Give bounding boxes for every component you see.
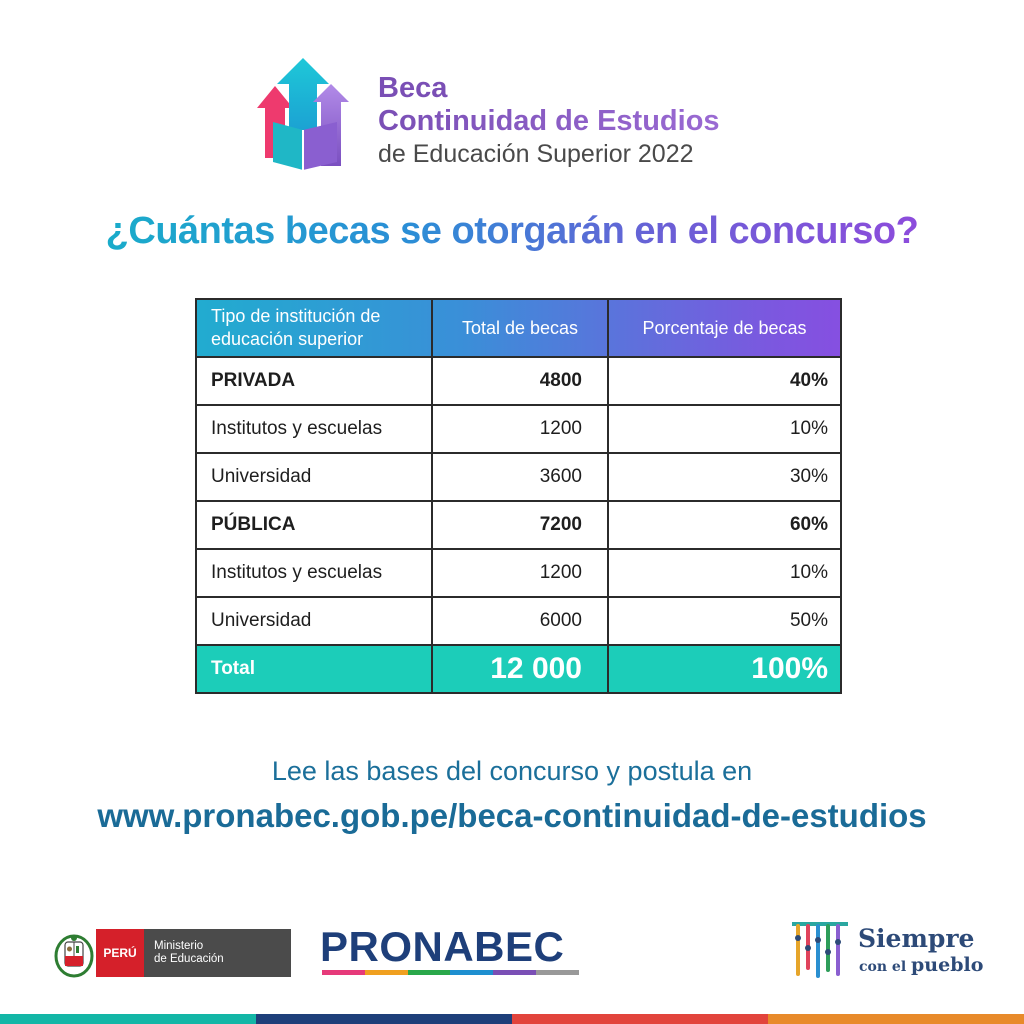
table-row <box>196 357 841 405</box>
ministerio-line-1: Ministerio <box>154 940 204 952</box>
row-total: 4800 <box>432 357 608 405</box>
becas-table <box>195 298 842 694</box>
beca-logo-icon <box>255 58 355 173</box>
bottom-color-stripe <box>0 1014 1024 1024</box>
total-becas: 12 000 <box>432 645 608 693</box>
total-percent: 100% <box>608 645 841 693</box>
title-line-2: Continuidad de Estudios <box>378 105 720 137</box>
row-label: PÚBLICA <box>196 501 432 549</box>
row-percent: 60% <box>608 501 841 549</box>
title-line-1: Beca <box>378 72 448 104</box>
cta-url-link[interactable]: www.pronabec.gob.pe/beca-continuidad-de-estudios <box>97 797 927 834</box>
table-row <box>196 501 841 549</box>
peru-badge: PERÚ <box>96 929 144 977</box>
table-row <box>196 453 841 501</box>
siempre-text: Siempre <box>858 924 975 953</box>
row-percent: 40% <box>608 357 841 405</box>
table-total-row <box>196 645 841 693</box>
row-label: Institutos y escuelas <box>196 405 432 453</box>
row-total: 7200 <box>432 501 608 549</box>
con-el-pueblo-text <box>859 954 983 976</box>
siempre-people-icon <box>790 918 850 980</box>
program-title <box>378 72 720 170</box>
pronabec-logo: PRONABEC <box>320 923 565 970</box>
row-total: 1200 <box>432 405 608 453</box>
page-question: ¿Cuántas becas se otorgarán en el concurso? <box>0 210 1024 253</box>
peru-crest-icon <box>52 928 96 978</box>
header-tipo: Tipo de institución de educación superior <box>196 299 432 357</box>
row-label: Universidad <box>196 597 432 645</box>
header-total: Total de becas <box>432 299 608 357</box>
ministerio-badge <box>144 929 291 977</box>
row-total: 6000 <box>432 597 608 645</box>
cta-text: Lee las bases del concurso y postula en <box>271 756 753 786</box>
row-percent: 10% <box>608 405 841 453</box>
row-percent: 10% <box>608 549 841 597</box>
table-row <box>196 405 841 453</box>
row-percent: 50% <box>608 597 841 645</box>
header-porcentaje: Porcentaje de becas <box>608 299 841 357</box>
row-total: 3600 <box>432 453 608 501</box>
row-label: Universidad <box>196 453 432 501</box>
pronabec-color-bar <box>322 970 579 975</box>
table-row <box>196 549 841 597</box>
pueblo: pueblo <box>911 954 984 976</box>
con-el: con el <box>859 959 907 975</box>
row-percent: 30% <box>608 453 841 501</box>
title-line-3: de Educación Superior 2022 <box>378 140 694 168</box>
row-label: Institutos y escuelas <box>196 549 432 597</box>
table-header-row <box>196 299 841 357</box>
ministerio-line-2: de Educación <box>154 953 224 965</box>
row-total: 1200 <box>432 549 608 597</box>
row-label: PRIVADA <box>196 357 432 405</box>
table-row <box>196 597 841 645</box>
total-label: Total <box>196 645 432 693</box>
